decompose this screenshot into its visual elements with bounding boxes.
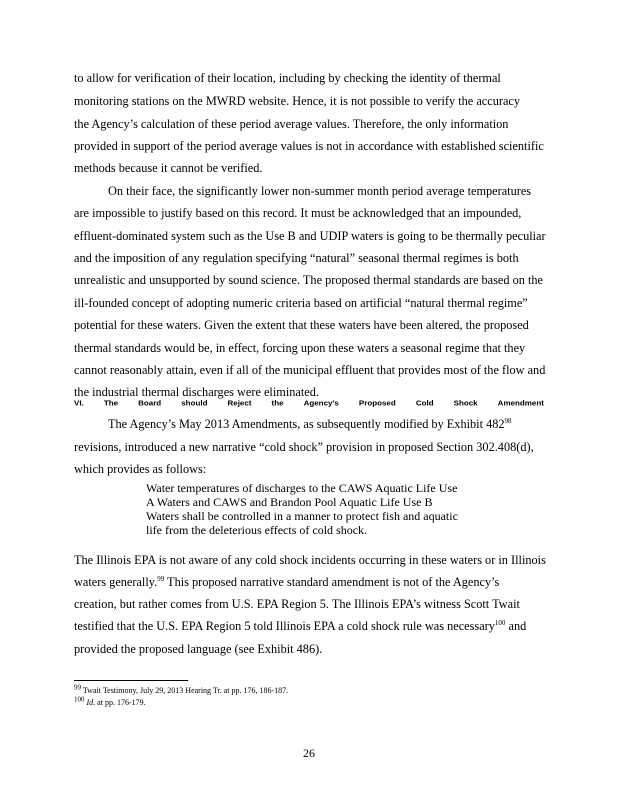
heading-word: Shock [453,399,478,408]
body-line: and the imposition of any regulation specifying “natural” seasonal thermal regimes is both [74,251,519,265]
heading-word: should [181,399,208,408]
page-number: 26 [303,746,315,760]
footnote-text: . at pp. 176-179. [93,698,146,707]
footnote [74,683,289,696]
body-line: On their face, the significantly lower non-summer month period average temperatures [108,184,532,198]
footnote-text: Twait Testimony, July 29, 2013 Hearing Tr. at pp. 176, 186-187. [81,686,289,695]
quote-line: A Waters and CAWS and Brandon Pool Aquatic Life Use B [146,495,433,509]
body-line: provided in support of the period average values is not in accordance with established scientific [74,139,544,153]
footnote-ref: 98 [504,416,512,425]
body-line: potential for these waters. Given the extent that these waters have been altered, the proposed [74,318,529,332]
heading-word: Amendment [497,399,544,408]
quote-line: Water temperatures of discharges to the CAWS Aquatic Life Use [146,481,458,495]
heading-word: Cold [415,399,434,408]
heading-word: the [271,399,284,408]
body-line [74,618,526,634]
body-line: thermal standards would be, in effect, forcing upon these waters a seasonal regime that they [74,341,526,355]
body-line: revisions, introduced a new narrative “cold shock” provision in proposed Section 302.408(d), [74,440,534,454]
body-line: which provides as follows: [74,462,207,476]
heading-word: Agency’s [303,399,339,408]
body-line [74,574,499,590]
body-line: cannot reasonably attain, even if all of the municipal effluent that provides most of the flow and [74,363,546,377]
body-text: testified that the U.S. EPA Region 5 told Illinois EPA a cold shock rule was necessary [74,619,495,633]
body-text: This proposed narrative standard amendment is not of the Agency’s [164,575,500,589]
body-line [108,416,512,432]
footnote-divider [74,680,188,681]
footnote-number: 100 [74,695,85,704]
body-text: and [505,619,527,633]
body-line: creation, but rather comes from U.S. EPA Region 5. The Illinois EPA’s witness Scott Twait [74,597,520,611]
heading-word: Reject [227,399,252,408]
body-text: waters generally. [74,575,158,589]
quote-line: life from the deleterious effects of cold shock. [146,523,368,537]
body-line: are impossible to justify based on this record. It must be acknowledged that an impounded, [74,206,522,220]
body-line: unrealistic and unsupported by sound science. The proposed thermal standards are based on the [74,273,543,287]
footnote-ref: 99 [157,574,165,583]
body-line: provided the proposed language (see Exhibit 486). [74,642,323,656]
footnote-number: 99 [74,683,81,692]
heading-word: Proposed [358,399,396,408]
heading-word: VI. [74,399,84,408]
body-line: methods because it cannot be verified. [74,161,263,175]
body-text: The Agency’s May 2013 Amendments, as subsequently modified by Exhibit 482 [108,417,505,431]
body-line: the industrial thermal discharges were eliminated. [74,385,319,399]
heading-word: Board [138,399,162,408]
quote-line: Waters shall be controlled in a manner to protect fish and aquatic [146,509,458,523]
body-line: effluent-dominated system such as the Use B and UDIP waters is going to be thermally peculiar [74,229,546,243]
footnote [74,695,146,708]
body-line: the Agency’s calculation of these period average values. Therefore, the only information [74,117,509,131]
heading-word: The [103,399,119,408]
body-line: monitoring stations on the MWRD website. Hence, it is not possible to verify the accuracy [74,94,521,108]
body-line: ill-founded concept of adopting numeric criteria based on artificial “natural thermal regime” [74,296,528,310]
body-line: to allow for verification of their location, including by checking the identity of thermal [74,71,501,85]
footnote-id: Id [86,698,94,707]
body-line: The Illinois EPA is not aware of any cold shock incidents occurring in these waters or in Illinois [74,553,546,567]
footnote-ref: 100 [494,618,506,627]
section-heading [74,399,544,408]
